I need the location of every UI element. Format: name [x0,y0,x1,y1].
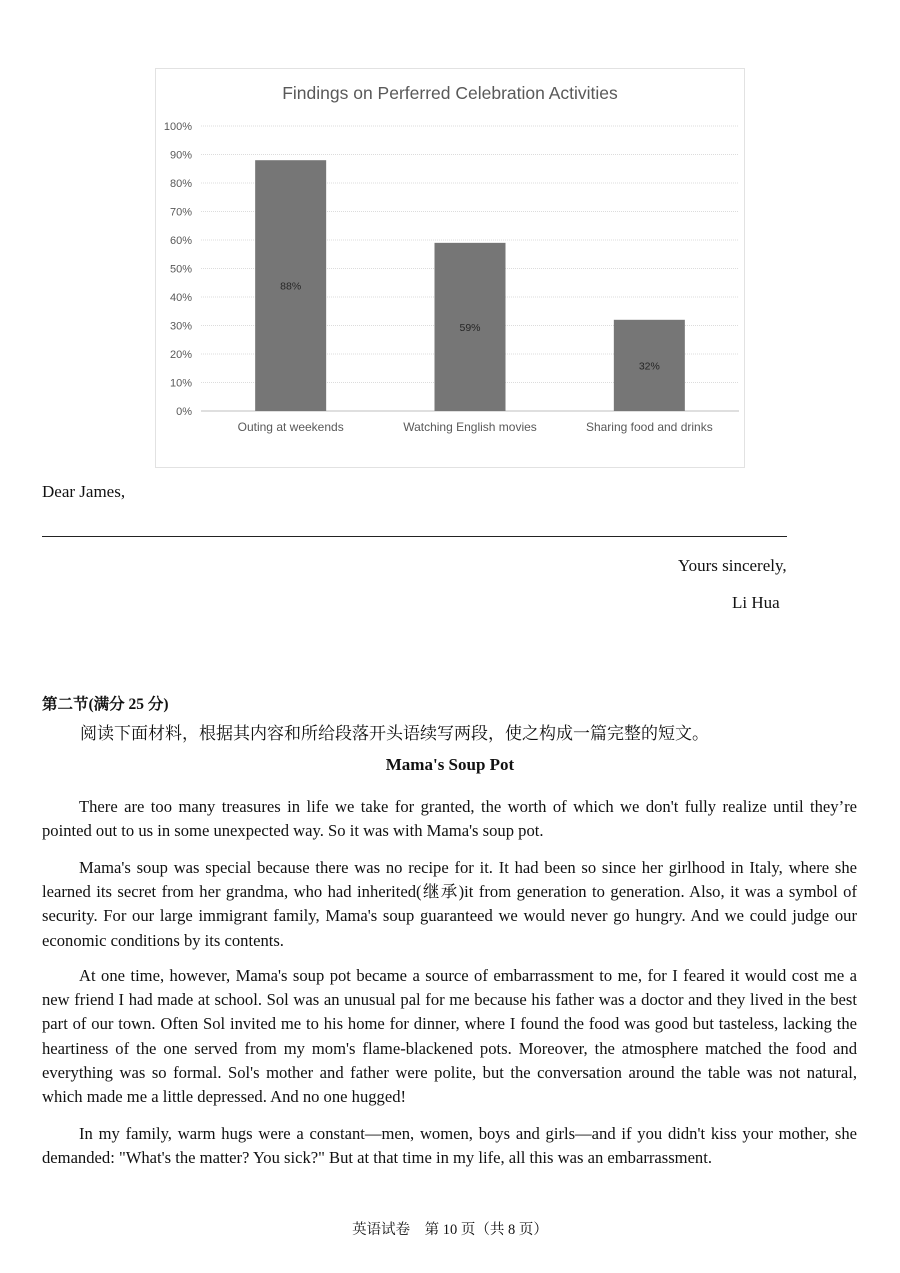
story-paragraph-3: At one time, however, Mama's soup pot became a source of embarrassment to me, for I feared it would cost me a new friend I had made at school. Sol was an unusual pal for me because his father was a doctor and they lived in the best part of our town. Often Sol invited me to his home for dinner, where I found the food was good but tasteless, lacking the heartiness of the one served from my mom's flame-blackened pots. Moreover, the atmosphere matched the food and everything was so formal. Sol's mother and father were polite, but the conversation around the table was not natural, which made me a little depressed. And no one hugged! [42,966,857,1107]
y-tick-label: 70% [169,206,192,219]
story-title: Mama's Soup Pot [385,755,515,774]
y-tick-label: 40% [169,292,192,304]
story-paragraph-4: In my family, warm hugs were a constant—men, women, boys and girls—and if you didn't kiss your mother, she demanded: "What's the matter? You sick?" But at that time in my life, all this was an embarrassment. [42,1124,857,1168]
data-label: 88% [280,280,302,293]
answer-line [42,536,787,537]
y-tick-label: 10% [169,377,192,390]
chart-svg [156,69,744,467]
x-category-label: Watching English movies [403,420,537,434]
section-instruction: 阅读下面材料，根据其内容和所给段落开头语续写两段，使之构成一篇完整的短文。 [80,724,709,743]
y-tick-label: 0% [176,406,192,418]
y-tick-label: 30% [169,320,192,333]
x-category-label: Outing at weekends [237,420,344,434]
section-heading: 第二节(满分 25 分) [42,696,169,713]
letter-salutation: Dear James, [42,482,126,501]
y-tick-label: 60% [169,235,192,247]
data-label: 32% [638,360,660,373]
story-paragraph-1: There are too many treasures in life we take for granted, the worth of which we don't fully realize until they’re pointed out to us in some unexpected way. So it was with Mama's soup pot. [42,797,857,841]
story-paragraph-2: Mama's soup was special because there was no recipe for it. It had been so since her girlhood in Italy, where she learned its secret from her grandma, who had inherited(继承)it from generation to generation. Also, it was a symbol of security. For our large immigrant family, Mama's soup guaranteed we would never go hungry. And we could judge our economic conditions by its contents. [42,858,857,950]
y-tick-label: 20% [169,349,192,361]
data-label: 59% [459,321,481,334]
letter-signature: Li Hua [732,593,780,612]
y-tick-label: 50% [169,263,192,276]
y-tick-label: 90% [169,149,192,162]
x-category-label: Sharing food and drinks [585,420,713,434]
y-tick-label: 100% [163,121,192,133]
chart-title: Findings on Perferred Celebration Activities [282,83,618,103]
bar-chart [155,68,745,468]
letter-closing: Yours sincerely, [678,556,787,575]
y-tick-label: 80% [169,178,192,190]
page-footer: 英语试卷 第 10 页（共 8 页） [352,1222,548,1238]
